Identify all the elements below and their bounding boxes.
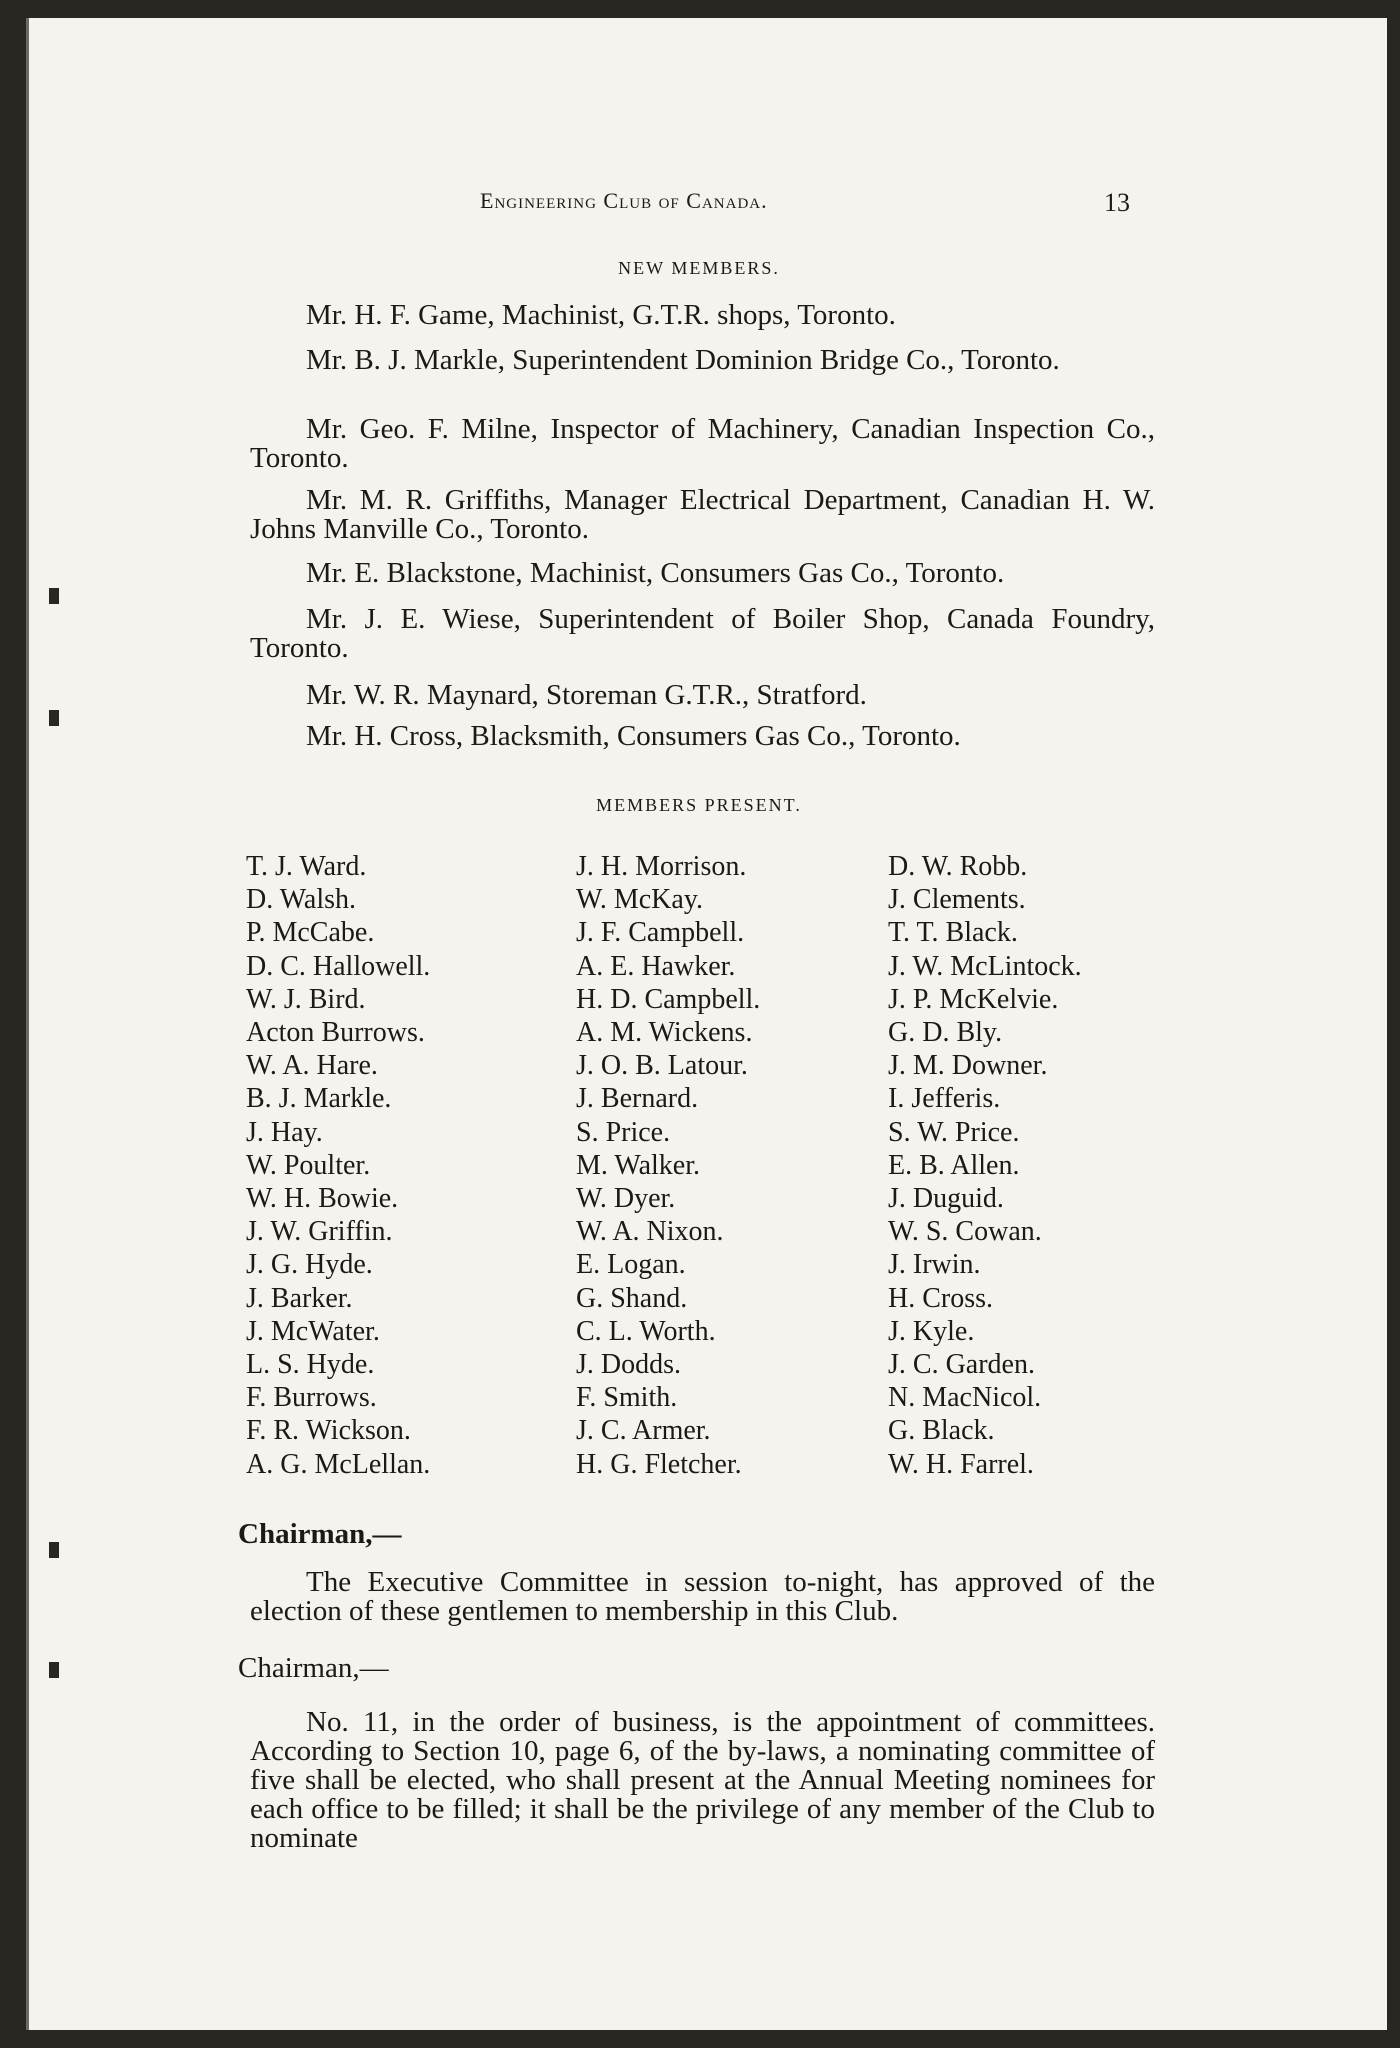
member-name: J. Kyle. <box>888 1315 975 1347</box>
proceedings-paragraph: No. 11, in the order of business, is the appointment of committees. According to Section 10, page 6, of the by-laws, a nominating committee of five shall be elected, who shall present at the Annual Meeting nominees for each office to be filled; it shall be the privilege of any member of the Club to nominate <box>250 1706 1155 1854</box>
member-name: J. W. McLintock. <box>888 950 1082 982</box>
member-name: G. Black. <box>888 1415 995 1447</box>
binding-mark <box>49 588 59 604</box>
binding-mark <box>49 1662 59 1678</box>
member-name: H. D. Campbell. <box>576 983 761 1015</box>
members-column-3 <box>888 850 1082 1481</box>
member-name: P. McCabe. <box>246 917 375 949</box>
member-name: D. Walsh. <box>246 884 357 916</box>
speaker-label: Chairman,— <box>238 1518 402 1550</box>
member-name: S. Price. <box>576 1116 671 1148</box>
member-name: B. J. Markle. <box>246 1083 392 1115</box>
member-name: J. C. Garden. <box>888 1349 1035 1381</box>
member-name: W. McKay. <box>576 884 704 916</box>
member-name: W. A. Nixon. <box>576 1216 724 1248</box>
new-members-heading: NEW MEMBERS. <box>618 258 780 278</box>
member-name: A. G. McLellan. <box>246 1448 431 1480</box>
member-name: T. T. Black. <box>888 917 1018 949</box>
member-name: M. Walker. <box>576 1149 700 1181</box>
member-name: J. G. Hyde. <box>246 1249 373 1281</box>
new-member-entry: Mr. W. R. Maynard, Storeman G.T.R., Stratford. <box>306 679 867 711</box>
member-name: E. Logan. <box>576 1249 686 1281</box>
member-name: F. Burrows. <box>246 1382 377 1414</box>
member-name: L. S. Hyde. <box>246 1349 375 1381</box>
binding-mark <box>49 1542 59 1558</box>
member-name: J. M. Downer. <box>888 1050 1048 1082</box>
member-name: J. C. Armer. <box>576 1415 711 1447</box>
member-name: J. McWater. <box>246 1315 380 1347</box>
member-name: A. M. Wickens. <box>576 1017 753 1049</box>
new-member-entry: Mr. B. J. Markle, Superintendent Dominion Bridge Co., Toronto. <box>306 344 1060 376</box>
member-name: S. W. Price. <box>888 1116 1020 1148</box>
member-name: H. Cross. <box>888 1282 994 1314</box>
new-member-entry: Mr. M. R. Griffiths, Manager Electrical Department, Canadian H. W. Johns Manville Co., Toronto. <box>250 484 1155 545</box>
members-column-2 <box>576 850 760 1481</box>
member-name: A. E. Hawker. <box>576 950 736 982</box>
member-name: J. W. Griffin. <box>246 1216 393 1248</box>
new-member-entry: Mr. Geo. F. Milne, Inspector of Machinery, Canadian Inspection Co., Toronto. <box>250 413 1155 474</box>
member-name: N. MacNicol. <box>888 1382 1042 1414</box>
member-name: J. Dodds. <box>576 1349 682 1381</box>
member-name: C. L. Worth. <box>576 1315 716 1347</box>
member-name: D. W. Robb. <box>888 851 1028 882</box>
binding-mark <box>49 710 59 726</box>
member-name: F. Smith. <box>576 1382 678 1414</box>
page-number: 13 <box>1104 188 1130 217</box>
speaker-label: Chairman,— <box>238 1652 389 1684</box>
new-member-entry: Mr. J. E. Wiese, Superintendent of Boiler Shop, Canada Foundry, Toronto. <box>250 603 1155 664</box>
new-member-entry: Mr. H. F. Game, Machinist, G.T.R. shops, Toronto. <box>306 299 896 331</box>
member-name: W. S. Cowan. <box>888 1216 1042 1248</box>
proceedings-paragraph: The Executive Committee in session to-night, has approved of the election of these gentlemen to membership in this Club. <box>250 1566 1155 1627</box>
member-name: I. Jefferis. <box>888 1083 1001 1115</box>
member-name: F. R. Wickson. <box>246 1415 411 1447</box>
member-name: J. Bernard. <box>576 1083 699 1115</box>
member-name: W. Dyer. <box>576 1183 676 1215</box>
member-name: J. Barker. <box>246 1282 353 1314</box>
new-member-entry: Mr. H. Cross, Blacksmith, Consumers Gas Co., Toronto. <box>306 720 961 752</box>
member-name: W. J. Bird. <box>246 983 366 1015</box>
running-title: Engineering Club of Canada. <box>480 188 768 213</box>
member-name: J. F. Campbell. <box>576 917 745 949</box>
new-member-entry: Mr. E. Blackstone, Machinist, Consumers Gas Co., Toronto. <box>306 557 1005 589</box>
member-name: J. Duguid. <box>888 1183 1004 1215</box>
member-name: J. Hay. <box>246 1116 323 1148</box>
member-name: J. Clements. <box>888 884 1026 916</box>
member-name: W. A. Hare. <box>246 1050 378 1082</box>
member-name: D. C. Hallowell. <box>246 950 431 982</box>
member-name: H. G. Fletcher. <box>576 1448 742 1480</box>
member-name: J. Irwin. <box>888 1249 981 1281</box>
members-present-heading: MEMBERS PRESENT. <box>596 795 802 815</box>
member-name: J. P. McKelvie. <box>888 983 1059 1015</box>
member-name: J. O. B. Latour. <box>576 1050 748 1082</box>
member-name: T. J. Ward. <box>246 851 367 882</box>
member-name: E. B. Allen. <box>888 1149 1020 1181</box>
member-name: W. Poulter. <box>246 1149 371 1181</box>
member-name: J. H. Morrison. <box>576 851 747 882</box>
member-name: G. D. Bly. <box>888 1017 1003 1049</box>
members-column-1 <box>246 850 430 1481</box>
member-name: W. H. Farrel. <box>888 1448 1034 1480</box>
member-name: G. Shand. <box>576 1282 688 1314</box>
member-name: Acton Burrows. <box>246 1017 425 1049</box>
member-name: W. H. Bowie. <box>246 1183 399 1215</box>
